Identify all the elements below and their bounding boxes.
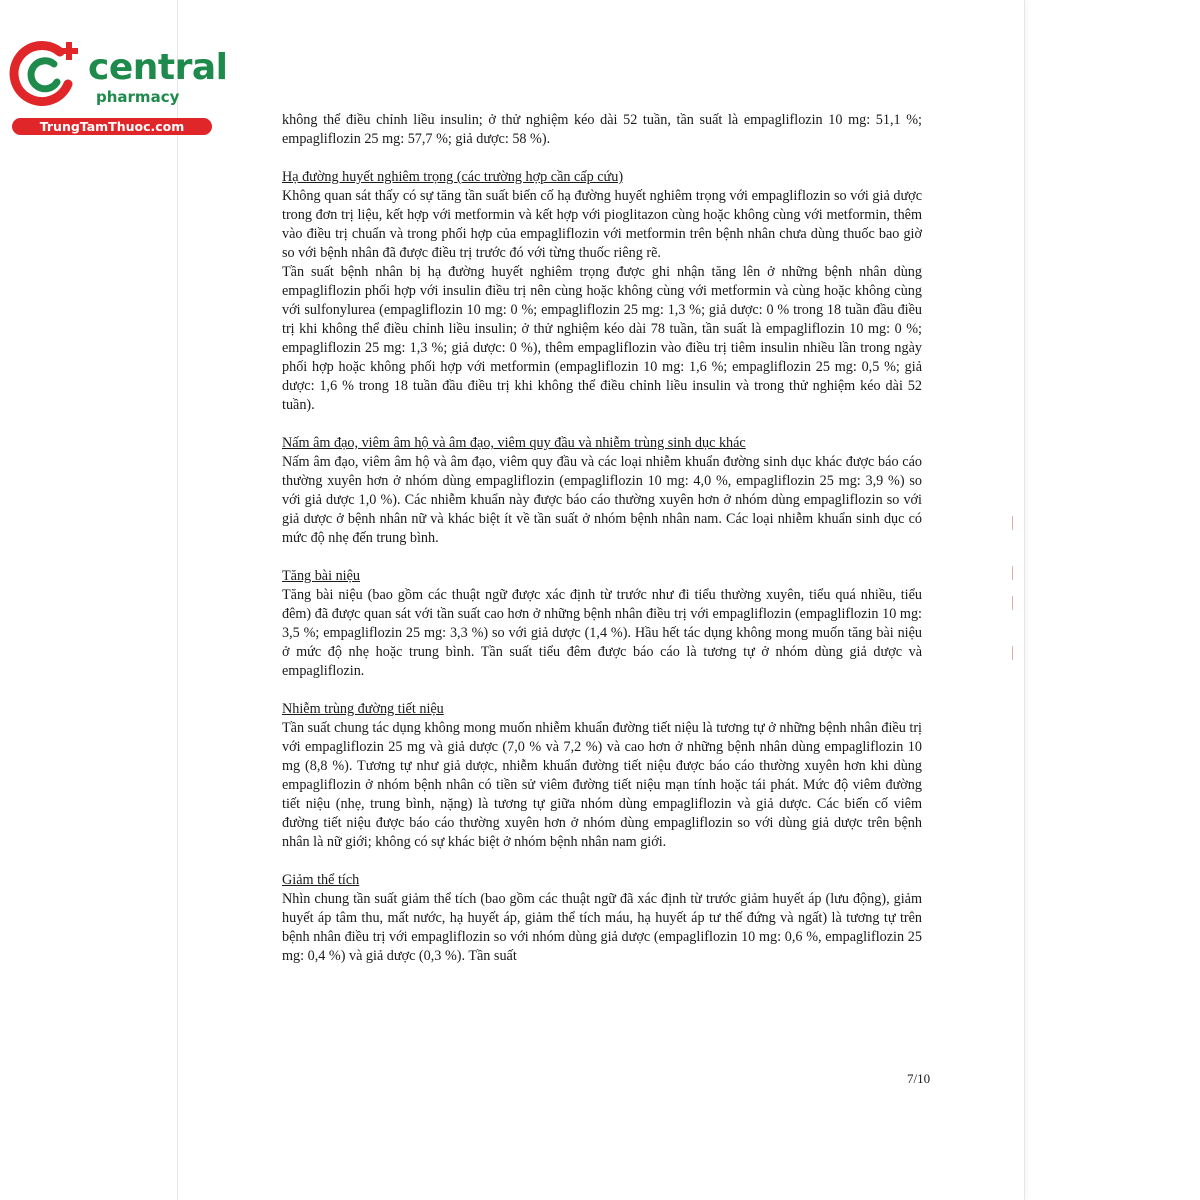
- section-paragraph: Không quan sát thấy có sự tăng tần suất biến cố hạ đường huyết nghiêm trọng với empagliflozin so với giả dược trong đơn trị liệu, kết hợp với metformin và kết hợp với pioglitazon cùng hoặc không cùng với metformin, thêm vào điều trị chuẩn và trong phối hợp của empagliflozin với metformin trên bệnh nhân chưa dùng thuốc bao giờ so với bệnh nhân đã được điều trị trước đó với từng thuốc riêng rẽ.: [282, 188, 922, 261]
- section-gap: [282, 149, 922, 168]
- section-heading: Nhiễm trùng đường tiết niệu: [282, 701, 444, 717]
- section-gap: [282, 415, 922, 434]
- logo-site-link[interactable]: TrungTamThuoc.com: [12, 118, 212, 135]
- section-paragraph: Tần suất bệnh nhân bị hạ đường huyết nghiêm trọng được ghi nhận tăng lên ở những bệnh nhân dùng empagliflozin phối hợp với insulin điều trị nên cùng hoặc không cùng với metformin và cùng hoặc không cùng với sulfonylurea (empagliflozin 10 mg: 0 %; empagliflozin 25 mg: 1,3 %; giả dược: 0 % trong 18 tuần đầu điều trị khi không thể điều chỉnh liều insulin; ở thử nghiệm kéo dài 78 tuần, tần suất là empagliflozin 10 mg: 0 %; empagliflozin 25 mg: 1,3 %; giả dược: 0 %), thêm empagliflozin vào điều trị tiêm insulin nhiều lần trong ngày phối hợp hoặc không phối hợp với metformin (empagliflozin 10 mg: 1,6 %; empagliflozin 25 mg: 0,5 %; giả dược: 1,6 % trong 18 tuần đầu điều trị khi không thể điều chỉnh liều insulin và trong thử nghiệm kéo dài 52 tuần).: [282, 264, 922, 413]
- section-heading: Tăng bài niệu: [282, 568, 361, 584]
- section-gap: [282, 852, 922, 871]
- section-gap: [282, 681, 922, 700]
- central-pharmacy-logo[interactable]: [8, 34, 228, 138]
- section-heading: Nấm âm đạo, viêm âm hộ và âm đạo, viêm quy đầu và nhiễm trùng sinh dục khác: [282, 435, 746, 451]
- document-body: [282, 111, 922, 966]
- logo-sub-text: pharmacy: [96, 88, 180, 106]
- logo-brand-text: central: [88, 47, 228, 88]
- section-heading: Hạ đường huyết nghiêm trọng (các trường hợp cần cấp cứu): [282, 169, 624, 185]
- section-paragraph: Tần suất chung tác dụng không mong muốn nhiễm khuẩn đường tiết niệu là tương tự ở những bệnh nhân điều trị với empagliflozin 25 mg và giả dược (7,0 % và 7,2 %) và cao hơn ở những bệnh nhân dùng empagliflozin 10 mg (8,8 %). Tương tự như giả dược, nhiễm khuẩn đường tiết niệu được báo cáo thường xuyên hơn khi dùng empagliflozin ở nhóm bệnh nhân có tiền sử viêm đường tiết niệu mạn tính hoặc tái phát. Mức độ viêm đường tiết niệu (nhẹ, trung bình, nặng) là tương tự giữa nhóm dùng empagliflozin và giả dược. Các biến cố viêm đường tiết niệu được báo cáo thường xuyên hơn ở nhóm dùng empagliflozin so với dùng giả dược trên bệnh nhân là nữ giới; không có sự khác biệt ở nhóm bệnh nhân nam giới.: [282, 720, 922, 850]
- section-paragraph: Nhìn chung tần suất giảm thể tích (bao gồm các thuật ngữ đã xác định từ trước giảm huyết áp (lưu động), giảm huyết áp tâm thu, mất nước, hạ huyết áp, giảm thể tích máu, hạ huyết áp tư thế đứng và ngất) là tương tự trên bệnh nhân điều trị với empagliflozin so với nhóm dùng giả dược (empagliflozin 10 mg: 0,6 %, empagliflozin 25 mg: 0,4 %) và giả dược (0,3 %). Tần suất: [282, 891, 922, 964]
- section-paragraph: Tăng bài niệu (bao gồm các thuật ngữ được xác định từ trước như đi tiểu thường xuyên, tiểu quá nhiều, tiểu đêm) đã được quan sát với tần suất cao hơn ở những bệnh nhân điều trị với empagliflozin (empagliflozin 10 mg: 3,5 %; empagliflozin 25 mg: 3,3 %) so với giả dược (1,4 %). Hầu hết tác dụng không mong muốn tăng bài niệu ở mức độ nhẹ hoặc trung bình. Tần suất tiểu đêm được báo cáo là tương tự ở nhóm dùng giả dược và empagliflozin.: [282, 587, 922, 679]
- page-number: 7/10: [907, 1071, 931, 1086]
- section-paragraph: không thể điều chỉnh liều insulin; ở thử nghiệm kéo dài 52 tuần, tần suất là empagliflozin 10 mg: 51,1 %; empagliflozin 25 mg: 57,7 %; giả dược: 58 %).: [282, 112, 922, 147]
- section-heading: Giảm thể tích: [282, 872, 360, 888]
- pharmacy-logo-icon: [8, 34, 88, 114]
- section-gap: [282, 548, 922, 567]
- red-stamp-mark: [1012, 516, 1026, 676]
- section-paragraph: Nấm âm đạo, viêm âm hộ và âm đạo, viêm quy đầu và các loại nhiễm khuẩn đường sinh dục khác được báo cáo thường xuyên hơn ở nhóm dùng empagliflozin (empagliflozin 10 mg: 4,0 %, empagliflozin 25 mg: 3,9 %) so với giả dược 1,0 %). Các nhiễm khuẩn này được báo cáo thường xuyên hơn ở nhóm dùng empagliflozin so với giả dược ở bệnh nhân nữ và khác biệt ít về tần suất ở nhóm bệnh nhân nam. Các loại nhiễm khuẩn sinh dục có mức độ nhẹ đến trung bình.: [282, 454, 922, 546]
